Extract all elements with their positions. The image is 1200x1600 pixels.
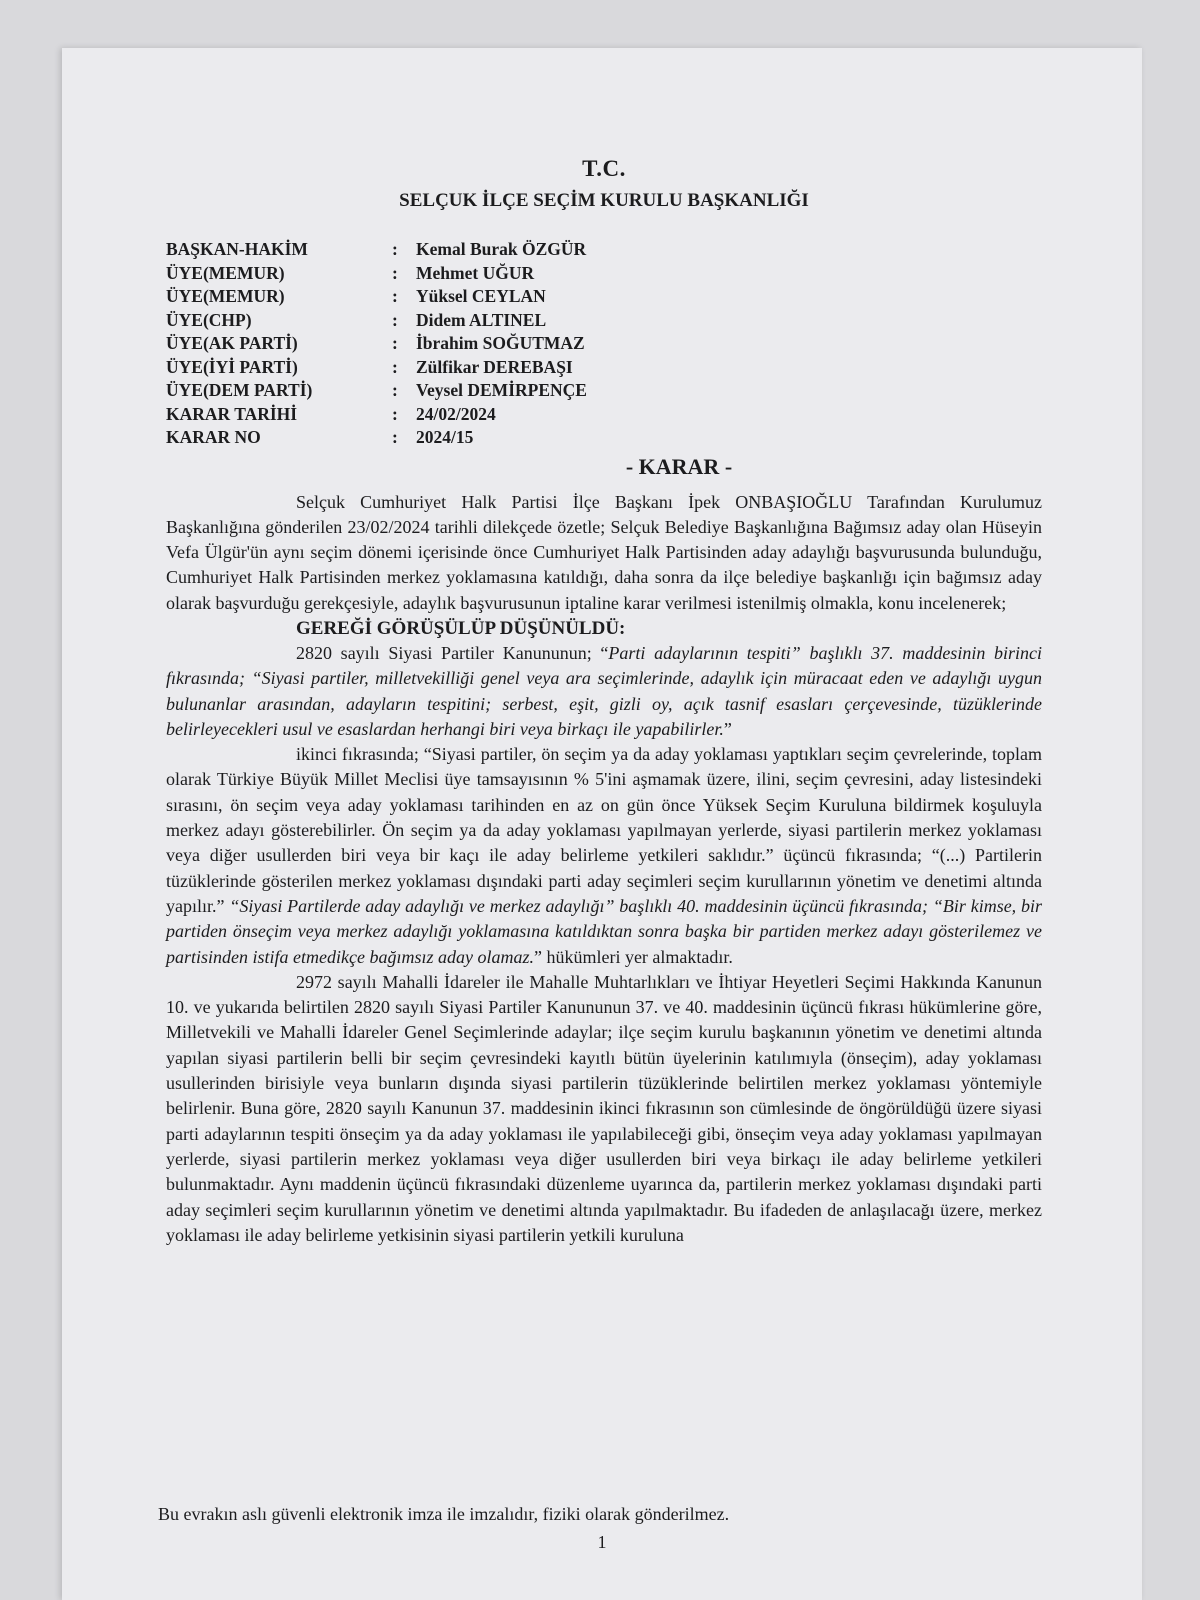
member-name: Didem ALTINEL <box>416 309 547 330</box>
member-sep: : <box>392 403 398 424</box>
body-paragraph-1: Selçuk Cumhuriyet Halk Partisi İlçe Başkanı İpek ONBAŞIOĞLU Tarafından Kurulumuz Başkanlığına gönderilen 23/02/2024 tarihli dilekçede özetle; Selçuk Belediye Başkanlığına Bağımsız aday olan Hüseyin Vefa Ülgür'ün aynı seçim dönemi içerisinde önce Cumhuriyet Halk Partisinden aday adaylığı başvurusunda bulunduğu, Cumhuriyet Halk Partisinden merkez yoklamasına katıldığı, daha sonra da ilçe belediye başkanlığı için bağımsız aday olarak başvurduğu gerekçesiyle, adaylık başvurusunun iptaline karar verilmesi istenilmiş olmakla, konu incelenerek; <box>166 491 1042 613</box>
member-name: Zülfikar DEREBAŞI <box>416 356 573 377</box>
member-role: ÜYE(MEMUR) <box>166 286 285 306</box>
p3-close: ” hükümleri yer almaktadır. <box>533 946 733 967</box>
section-heading: GEREĞİ GÖRÜŞÜLÜP DÜŞÜNÜLDÜ: <box>296 617 626 639</box>
member-sep: : <box>392 333 398 353</box>
member-role: ÜYE(AK PARTİ) <box>166 333 298 353</box>
document-page <box>62 48 1142 1600</box>
member-sep: : <box>392 286 398 306</box>
decision-title: - KARAR - <box>625 453 733 479</box>
member-role: ÜYE(DEM PARTİ) <box>166 380 313 400</box>
member-row <box>166 238 587 262</box>
member-name: Kemal Burak ÖZGÜR <box>416 239 587 259</box>
member-role: ÜYE(MEMUR) <box>166 262 285 283</box>
members-table <box>166 238 587 450</box>
member-sep: : <box>392 262 398 283</box>
decision-number: 2024/15 <box>416 427 474 447</box>
member-role: KARAR TARİHİ <box>166 403 298 424</box>
member-row <box>166 285 587 309</box>
member-row <box>166 309 587 333</box>
p2-text: 2820 sayılı Siyasi Partiler Kanununun; “ <box>296 642 609 663</box>
member-name: İbrahim SOĞUTMAZ <box>416 333 585 353</box>
member-role: ÜYE(İYİ PARTİ) <box>166 356 298 377</box>
member-role: ÜYE(CHP) <box>166 309 252 330</box>
body-paragraph-2 <box>166 641 1042 742</box>
member-role: KARAR NO <box>166 427 261 447</box>
member-name: Veysel DEMİRPENÇE <box>416 380 587 400</box>
member-row <box>166 332 587 356</box>
member-sep: : <box>392 380 398 400</box>
p2-close: ” <box>723 718 732 739</box>
p2-quote: Parti adaylarının tespiti” başlıklı 37. maddesinin birinci fıkrasında; “Siyasi partiler, milletvekilliği genel veya ara seçimlerinde, adaylık için müracaat eden ve adaylığı uygun bulunanlar arasından, adayların tespitini; serbest, eşit, gizli oy, açık tasnif esasları çerçevesinde, tüzüklerinde belirleyecekleri usul ve esaslardan herhangi biri veya birkaçı ile yapabilirler. <box>166 642 1042 739</box>
member-name: Mehmet UĞUR <box>416 262 535 283</box>
decision-date-row <box>166 403 587 427</box>
body-paragraph-4: 2972 sayılı Mahalli İdareler ile Mahalle Muhtarlıkları ve İhtiyar Heyetleri Seçimi Hakkında Kanunun 10. ve yukarıda belirtilen 2820 sayılı Siyasi Partiler Kanununun 37. ve 40. maddesinin üçüncü fıkrası hükümlerine göre, Milletvekili ve Mahalli İdareler Genel Seçimlerinde adaylar; ilçe seçim kurulu başkanının yönetim ve denetimi altında yapılan siyasi partilerin belli bir seçim çevresindeki kayıtlı bütün üyelerinin katılımıyla (önseçim), aday yoklaması usullerinden birisiyle veya bunların dışında siyasi partilerin tüzüklerinde belirtilen merkez yoklaması yöntemiyle belirlenir. Buna göre, 2820 sayılı Kanunun 37. maddesinin ikinci fıkrasının son cümlesinde de öngörüldüğü üzere siyasi parti adaylarının tespiti önseçim ya da aday yoklaması ile yapılabileceği gibi, önseçim veya aday yoklaması yapılmayan yerlerde, siyasi partilerin merkez yoklaması veya diğer usullerden biri veya birkaçı ile aday belirleme yetkileri bulunmaktadır. Aynı maddenin üçüncü fıkrasındaki düzenleme uyarınca da, partilerin merkez yoklaması dışındaki parti aday seçimleri seçim kurullarının yönetim ve denetimi altında yapılmaktadır. Bu ifadeden de anlaşılacağı üzere, merkez yoklaması ile aday belirleme yetkisinin siyasi partilerin yetkili kuruluna <box>166 971 1042 1245</box>
header-institution: SELÇUK İLÇE SEÇİM KURULU BAŞKANLIĞI <box>399 190 809 211</box>
member-sep: : <box>392 356 398 377</box>
decision-date: 24/02/2024 <box>416 403 496 424</box>
member-role: BAŞKAN-HAKİM <box>166 239 308 259</box>
member-row <box>166 356 587 380</box>
footer-note: Bu evrakın aslı güvenli elektronik imza ile imzalıdır, fiziki olarak gönderilmez. <box>158 1504 730 1524</box>
p3-text: ikinci fıkrasında; “Siyasi partiler, ön seçim ya da aday yoklaması yaptıkları seçim çevrelerinde, toplam olarak Türkiye Büyük Millet Meclisi üye tamsayısının % 5'ini aşmamak üzere, ilini, seçim çevresini, aday listesindeki sırasını, ön seçim veya aday yoklaması tarihinden en az on gün önce Yüksek Seçim Kuruluna bildirmek koşuluyla merkez adayı gösterebilirler. Ön seçim ya da aday yoklaması yapılmayan yerlerde, siyasi partilerin merkez yoklaması veya diğer usullerden biri veya bir kaçı ile aday belirleme yetkileri saklıdır.” üçüncü fıkrasında; “(...) Partilerin tüzüklerinde gösterilen merkez yoklaması dışındaki parti aday seçimleri seçim kurullarının yönetim ve denetimi altında yapılır.” <box>166 744 1042 916</box>
document-content <box>166 156 1042 1248</box>
member-sep: : <box>392 427 398 447</box>
decision-number-row <box>166 426 587 450</box>
header-tc: T.C. <box>582 156 626 181</box>
member-sep: : <box>392 309 398 330</box>
member-row <box>166 379 587 403</box>
member-name: Yüksel CEYLAN <box>416 286 546 306</box>
body-paragraph-3 <box>166 742 1042 970</box>
p3-quote: “Siyasi Partilerde aday adaylığı ve merkez adaylığı” başlıklı 40. maddesinin üçüncü fıkrasında; “Bir kimse, bir partiden önseçim veya merkez adaylığı yoklamasına katıldıktan sonra başka bir partiden merkez adayı gösterilemez ve partisinden istifa etmedikçe bağımsız aday olamaz. <box>166 895 1043 967</box>
member-sep: : <box>392 239 398 259</box>
member-row <box>166 262 587 286</box>
page-number: 1 <box>597 1532 607 1552</box>
